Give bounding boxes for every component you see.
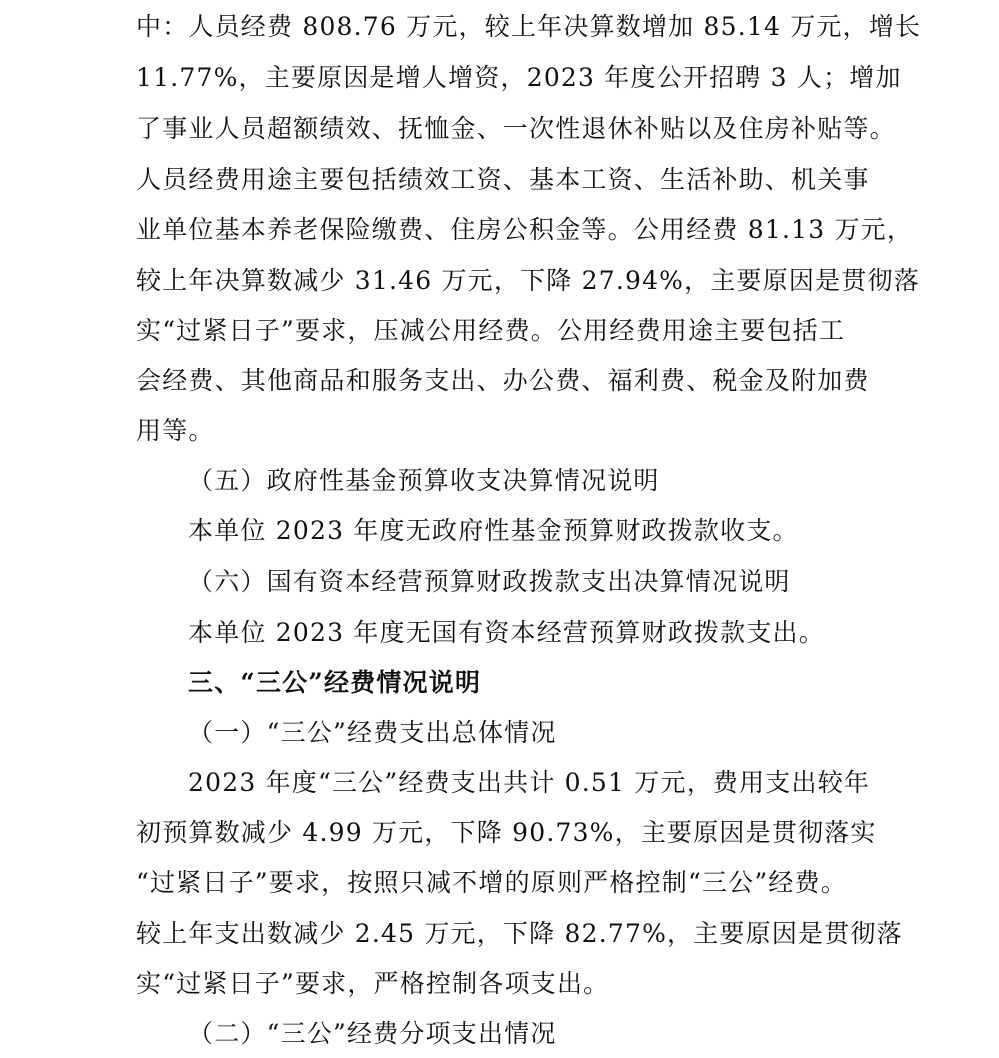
paragraph-line: 实“过紧日子”要求，压减公用经费。公用经费用途主要包括工 xyxy=(136,316,846,345)
paragraph-line: 11.77%，主要原因是增人增资，2023 年度公开招聘 3 人；增加 xyxy=(136,63,902,92)
paragraph-line: 初预算数减少 4.99 万元，下降 90.73%，主要原因是贯彻落实 xyxy=(136,818,877,847)
section-title: 三、“三公”经费情况说明 xyxy=(188,668,482,697)
paragraph-line: 较上年决算数减少 31.46 万元，下降 27.94%，主要原因是贯彻落 xyxy=(136,266,920,295)
subsection-heading: （一）“三公”经费支出总体情况 xyxy=(188,718,557,747)
paragraph-line: 本单位 2023 年度无政府性基金预算财政拨款收支。 xyxy=(188,516,799,545)
paragraph-line: 了事业人员超额绩效、抚恤金、一次性退休补贴以及住房补贴等。 xyxy=(136,114,896,143)
paragraph-line: 本单位 2023 年度无国有资本经营预算财政拨款支出。 xyxy=(188,618,825,647)
paragraph-line: 业单位基本养老保险缴费、住房公积金等。公用经费 81.13 万元， xyxy=(136,215,914,244)
paragraph-line: “过紧日子”要求，按照只减不增的原则严格控制“三公”经费。 xyxy=(136,868,847,897)
paragraph-line: 实“过紧日子”要求，严格控制各项支出。 xyxy=(136,969,610,998)
paragraph-line: 较上年支出数减少 2.45 万元，下降 82.77%，主要原因是贯彻落 xyxy=(136,919,903,948)
paragraph-line: 中：人员经费 808.76 万元，较上年决算数增加 85.14 万元，增长 xyxy=(136,12,922,41)
paragraph-line: 人员经费用途主要包括绩效工资、基本工资、生活补助、机关事 xyxy=(136,165,870,194)
paragraph-line: 2023 年度“三公”经费支出共计 0.51 万元，费用支出较年 xyxy=(188,768,871,797)
section-heading: （六）国有资本经营预算财政拨款支出决算情况说明 xyxy=(188,567,791,596)
paragraph-line: 用等。 xyxy=(136,416,215,445)
subsection-heading: （二）“三公”经费分项支出情况 xyxy=(188,1019,557,1048)
paragraph-line: 会经费、其他商品和服务支出、办公费、福利费、税金及附加费 xyxy=(136,366,870,395)
section-heading: （五）政府性基金预算收支决算情况说明 xyxy=(188,466,660,495)
